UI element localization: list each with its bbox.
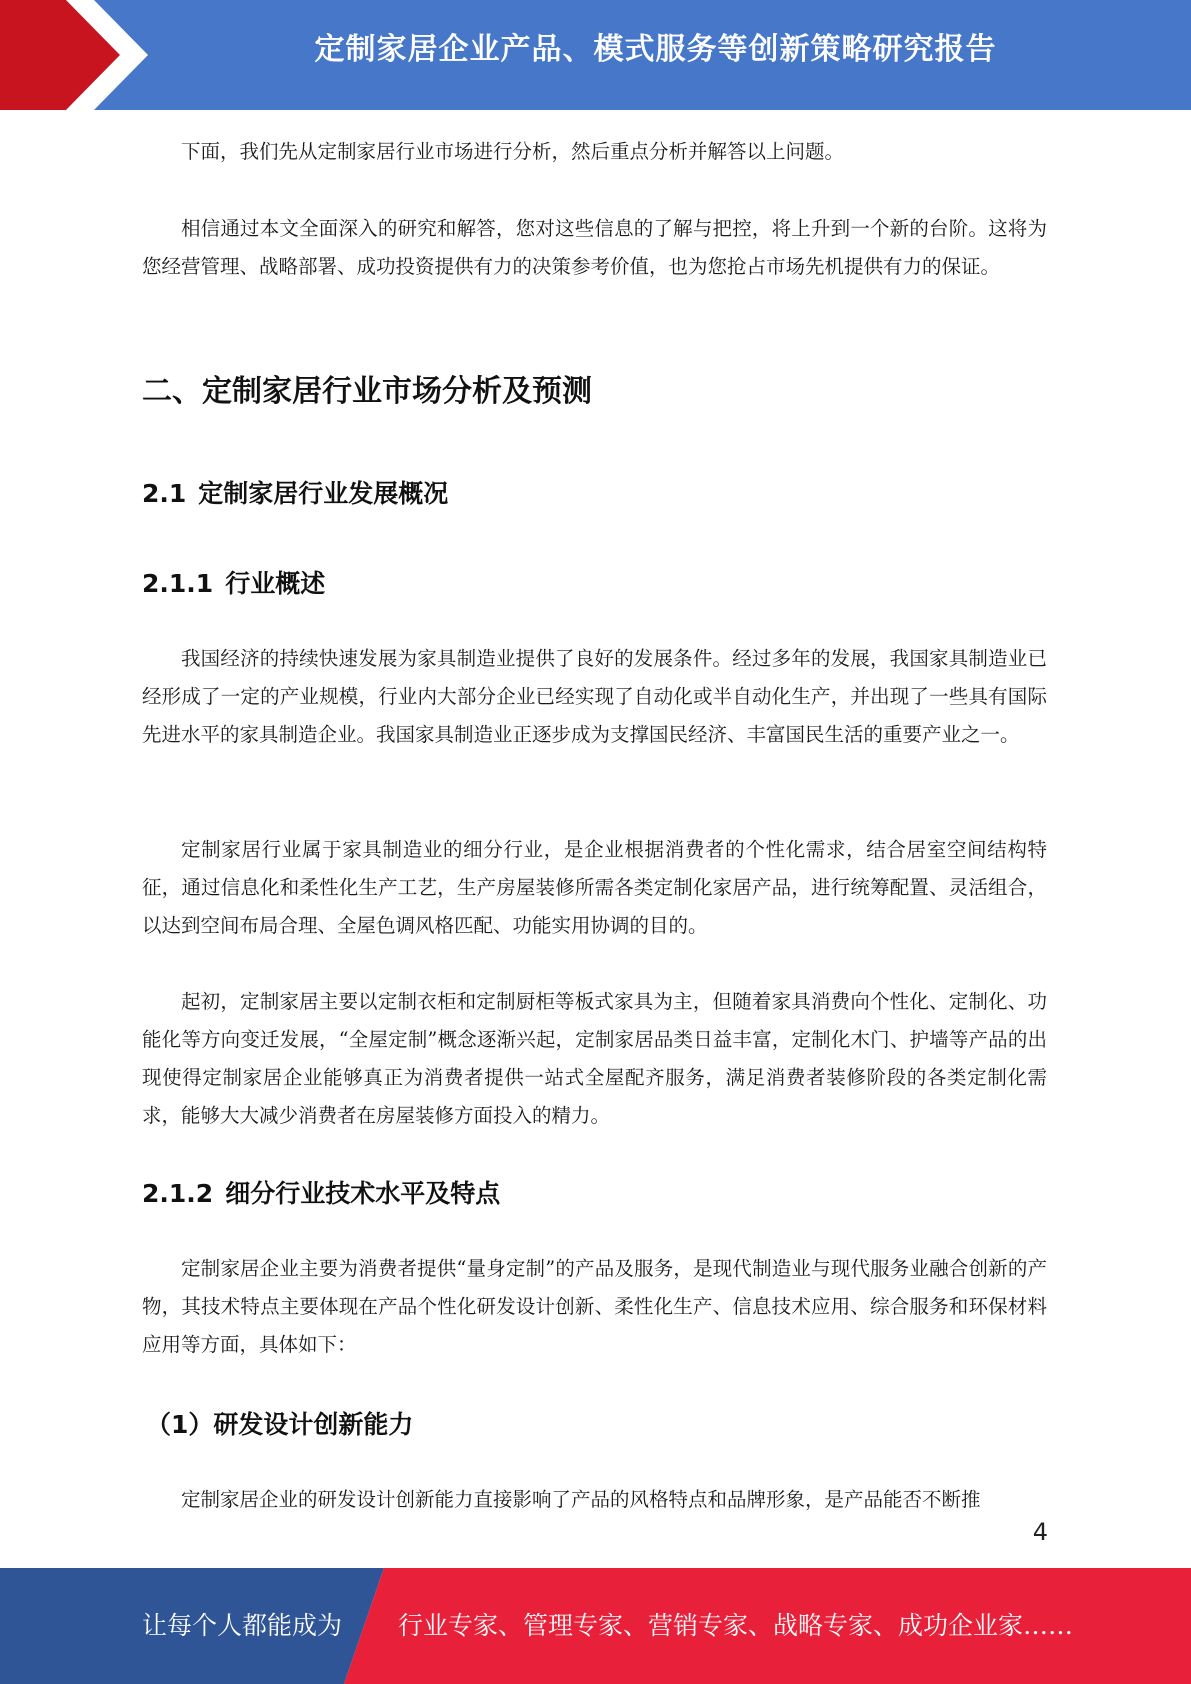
heading-number: 2.1.1 xyxy=(142,569,214,598)
page-number: 4 xyxy=(1032,1518,1048,1546)
section-heading: 二、定制家居行业市场分析及预测 xyxy=(142,374,592,409)
paragraph-evolution: 起初，定制家居主要以定制衣柜和定制厨柜等板式家具为主，但随着家具消费向个性化、定制化、功能化等方向变迁发展，“全屋定制”概念逐渐兴起，定制家居品类日益丰富，定制化木门、护墙等产品的出现使得定制家居企业能够真正为消费者提供一站式全屋配齐服务，满足消费者装修阶段的各类定制化需求，能够大大减少消费者在房屋装修方面投入的精力。 xyxy=(142,990,1047,1127)
footer-banner xyxy=(0,1568,1191,1684)
paragraph-tech-features: 定制家居企业主要为消费者提供“量身定制”的产品及服务，是现代制造业与现代服务业融合创新的产物，其技术特点主要体现在产品个性化研发设计创新、柔性化生产、信息技术应用、综合服务和环保材料应用等方面，具体如下： xyxy=(142,1257,1047,1356)
footer-slogan-right: 行业专家、管理专家、营销专家、战略专家、成功企业家…… xyxy=(398,1611,1074,1640)
heading-number: 2.1.2 xyxy=(142,1179,214,1208)
heading-number: 2.1 xyxy=(142,479,187,508)
paragraph-value: 相信通过本文全面深入的研究和解答，您对这些信息的了解与把控，将上升到一个新的台阶。这将为您经营管理、战略部署、成功投资提供有力的决策参考价值，也为您抢占市场先机提供有力的保证。 xyxy=(142,217,1047,278)
header-arrow-decoration xyxy=(0,0,160,110)
report-title: 定制家居企业产品、模式服务等创新策略研究报告 xyxy=(314,32,997,67)
subsection-heading-2-1 xyxy=(142,474,448,510)
item-heading-rd-innovation: （1）研发设计创新能力 xyxy=(146,1410,414,1439)
paragraph-rd-innovation: 定制家居企业的研发设计创新能力直接影响了产品的风格特点和品牌形象，是产品能否不断推 xyxy=(181,1488,981,1511)
heading-text: 细分行业技术水平及特点 xyxy=(225,1179,501,1208)
heading-text: 定制家居行业发展概况 xyxy=(198,479,449,508)
subsection-heading-2-1-2 xyxy=(142,1174,500,1210)
footer-slogan-left: 让每个人都能成为 xyxy=(142,1611,343,1640)
paragraph-intro: 下面，我们先从定制家居行业市场进行分析，然后重点分析并解答以上问题。 xyxy=(181,140,845,163)
paragraph-custom-home-definition: 定制家居行业属于家具制造业的细分行业，是企业根据消费者的个性化需求，结合居室空间结构特征，通过信息化和柔性化生产工艺，生产房屋装修所需各类定制化家居产品，进行统筹配置、灵活组合，以达到空间布局合理、全屋色调风格匹配、功能实用协调的目的。 xyxy=(142,838,1047,937)
heading-text: 行业概述 xyxy=(225,569,326,598)
paragraph-industry-overview: 我国经济的持续快速发展为家具制造业提供了良好的发展条件。经过多年的发展，我国家具制造业已经形成了一定的产业规模，行业内大部分企业已经实现了自动化或半自动化生产，并出现了一些具有国际先进水平的家具制造企业。我国家具制造业正逐步成为支撑国民经济、丰富国民生活的重要产业之一。 xyxy=(142,647,1047,746)
header-banner xyxy=(0,0,1191,110)
subsection-heading-2-1-1 xyxy=(142,564,325,600)
